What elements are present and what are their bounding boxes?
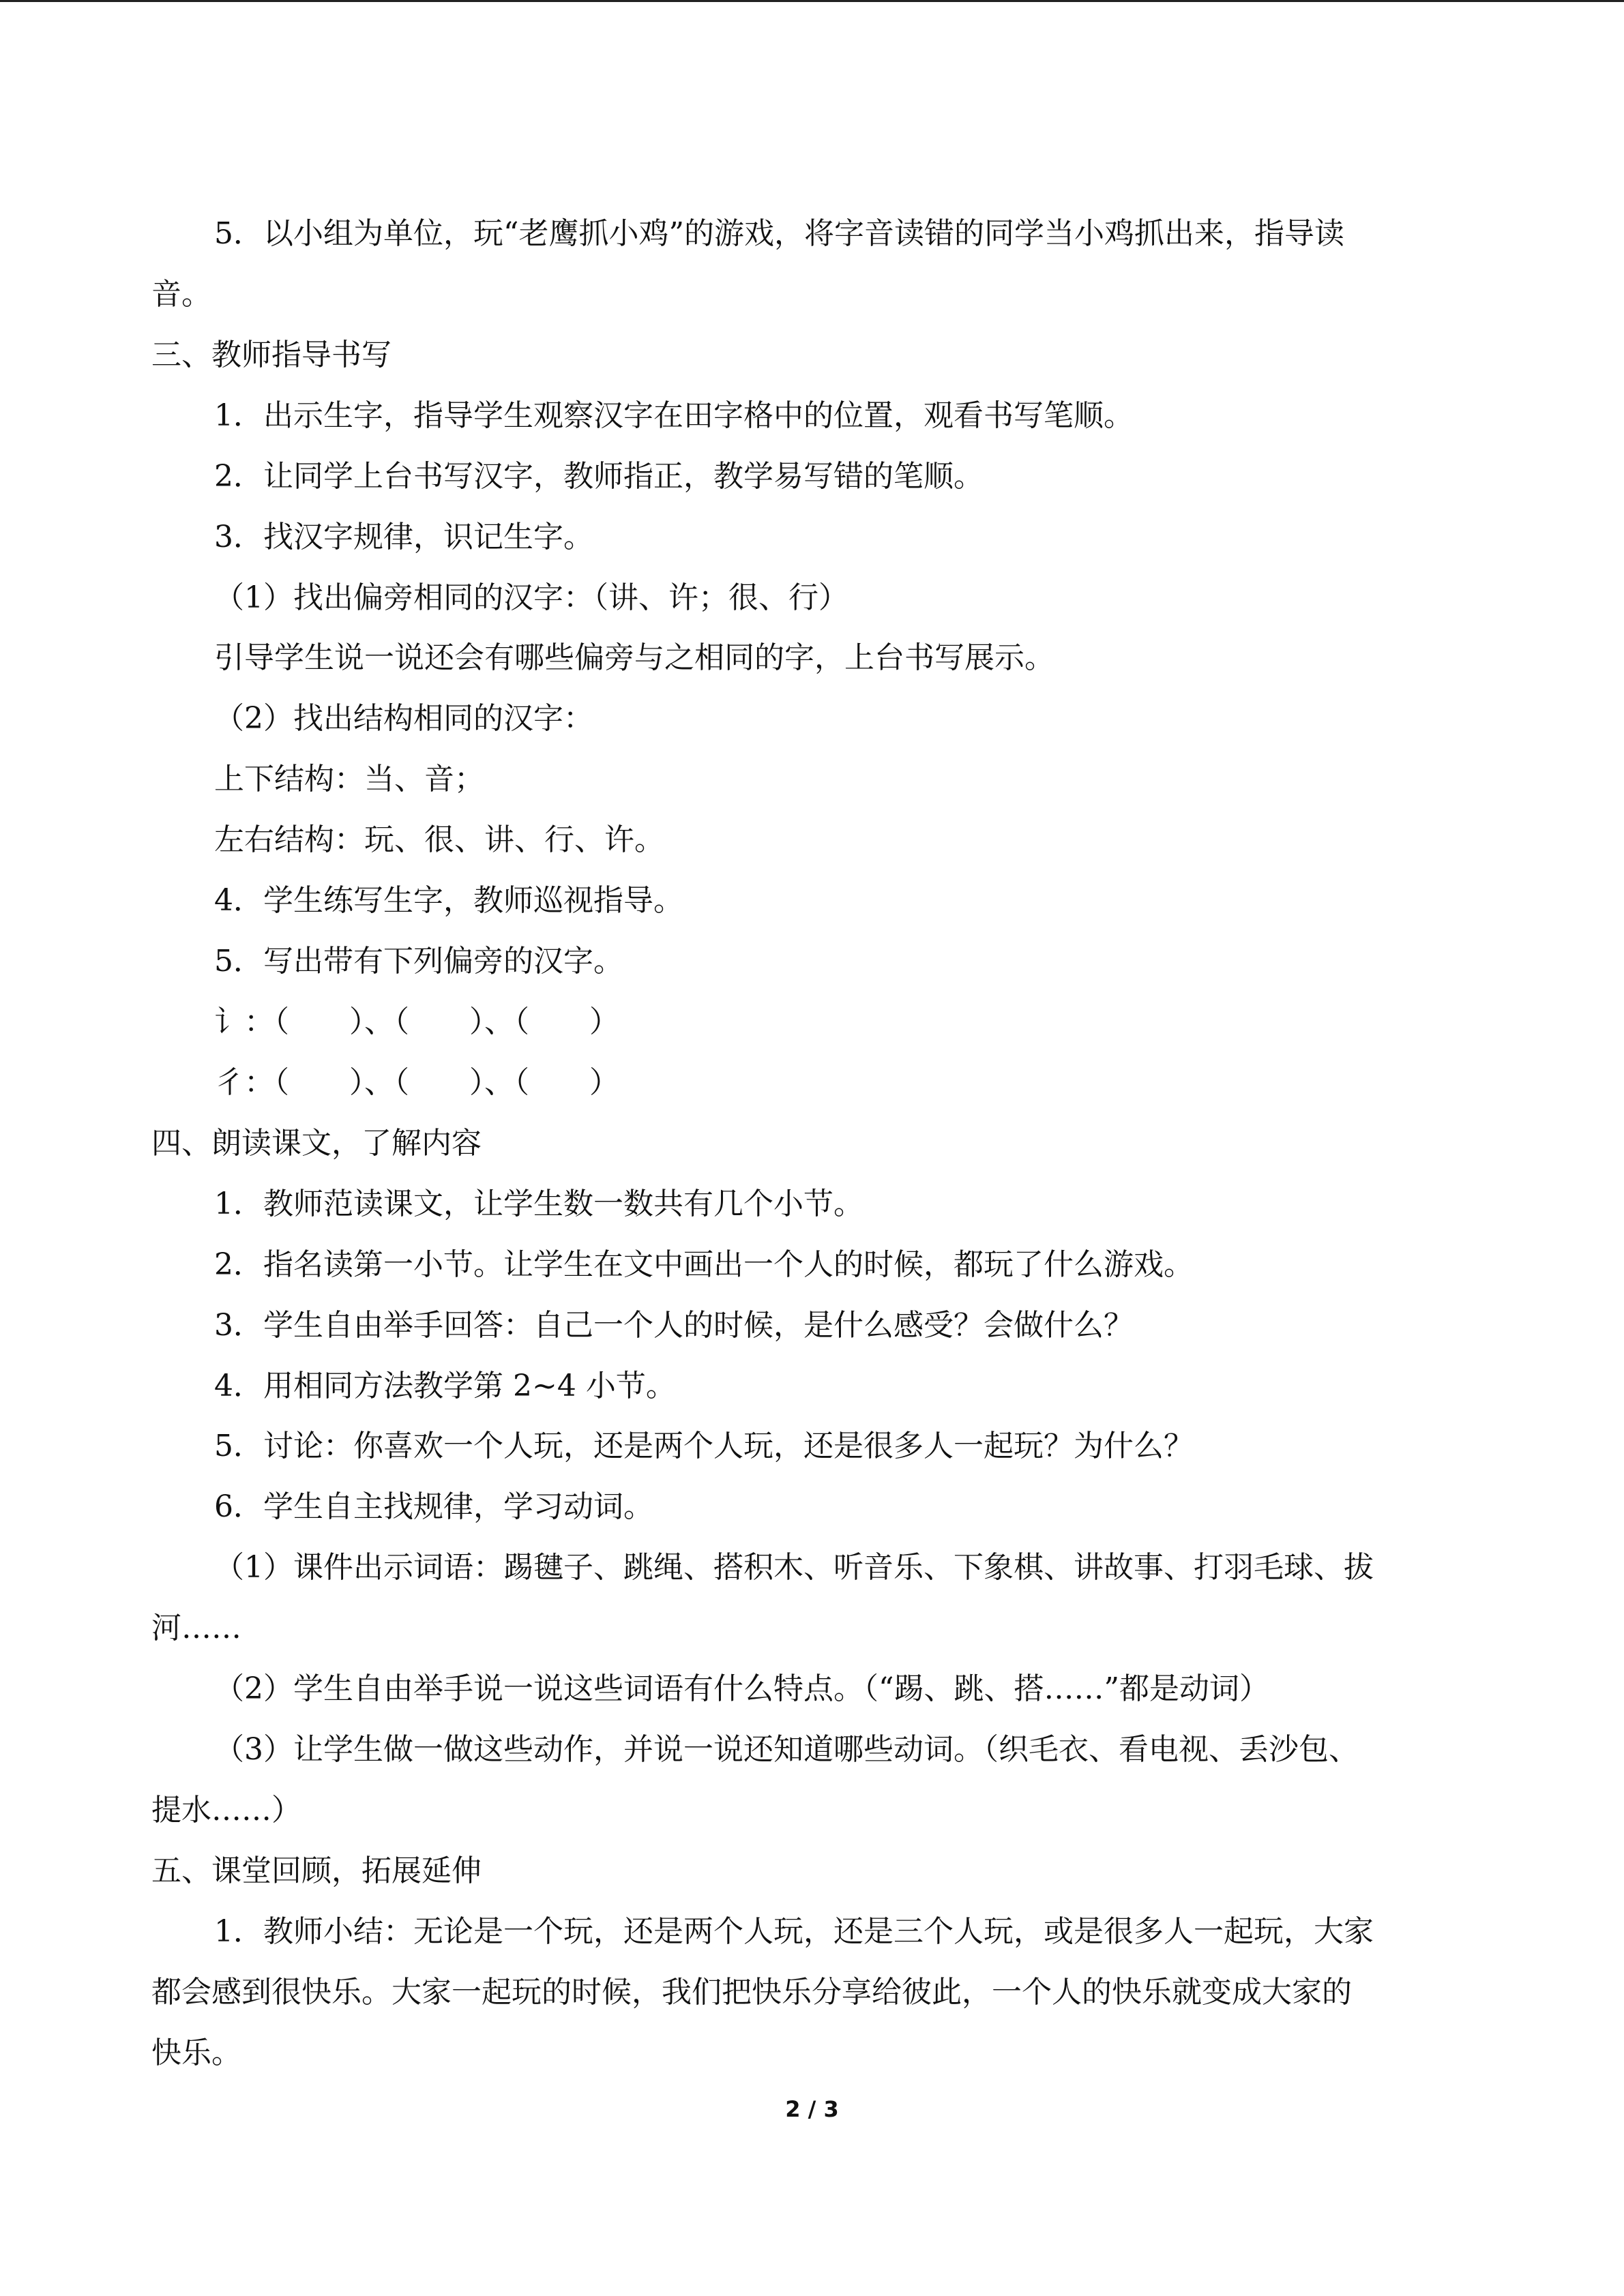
text-line: 1．教师范读课文，让学生数一数共有几个小节。 bbox=[214, 1187, 863, 1221]
text-line: 5．讨论：你喜欢一个人玩，还是两个人玩，还是很多人一起玩？为什么？ bbox=[214, 1429, 1194, 1463]
text-line: 6．学生自主找规律，学习动词。 bbox=[214, 1489, 653, 1524]
page-top-border bbox=[0, 0, 1624, 2]
text-line: 3．学生自由举手回答：自己一个人的时候，是什么感受？会做什么？ bbox=[214, 1308, 1134, 1343]
text-line: 1．出示生字，指导学生观察汉字在田字格中的位置，观看书写笔顺。 bbox=[214, 398, 1134, 433]
text-line: 3．找汉字规律，识记生字。 bbox=[214, 520, 593, 554]
text-line: 1．教师小结：无论是一个玩，还是两个人玩，还是三个人玩，或是很多人一起玩，大家 bbox=[214, 1914, 1374, 1949]
section-heading: 四、朗读课文，了解内容 bbox=[151, 1126, 482, 1161]
text-line: （1）找出偏旁相同的汉字：（讲、许；很、行） bbox=[214, 580, 848, 615]
text-line: 提水……） bbox=[151, 1793, 301, 1828]
text-line: 讠：（ ）、（ ）、（ ） bbox=[214, 1004, 619, 1039]
text-line: 4．用相同方法教学第 2~4 小节。 bbox=[214, 1369, 676, 1403]
text-line: 4．学生练写生字，教师巡视指导。 bbox=[214, 883, 683, 918]
text-line: 2．指名读第一小节。让学生在文中画出一个人的时候，都玩了什么游戏。 bbox=[214, 1247, 1194, 1282]
text-line: 左右结构：玩、很、讲、行、许。 bbox=[214, 822, 664, 857]
text-line: 彳：（ ）、（ ）、（ ） bbox=[214, 1065, 619, 1100]
text-line: （2）学生自由举手说一说这些词语有什么特点。（“踢、跳、搭……”都是动词） bbox=[214, 1671, 1269, 1706]
text-line: （1）课件出示词语：踢毽子、跳绳、搭积木、听音乐、下象棋、讲故事、打羽毛球、拔 bbox=[214, 1550, 1374, 1585]
text-line: 上下结构：当、音； bbox=[214, 762, 484, 796]
text-line: 音。 bbox=[151, 277, 211, 312]
text-line: 5．以小组为单位，玩“老鹰抓小鸡”的游戏，将字音读错的同学当小鸡抓出来，指导读 bbox=[214, 216, 1344, 251]
text-line: 5．写出带有下列偏旁的汉字。 bbox=[214, 944, 623, 979]
text-line: （3）让学生做一做这些动作，并说一说还知道哪些动词。（织毛衣、看电视、丢沙包、 bbox=[214, 1732, 1359, 1767]
text-line: （2）找出结构相同的汉字： bbox=[214, 701, 593, 736]
page-number: 2 / 3 bbox=[785, 2096, 839, 2122]
text-line: 引导学生说一说还会有哪些偏旁与之相同的字，上台书写展示。 bbox=[214, 640, 1054, 675]
text-line: 2．让同学上台书写汉字，教师指正，教学易写错的笔顺。 bbox=[214, 459, 984, 494]
section-heading: 三、教师指导书写 bbox=[151, 338, 392, 372]
text-line: 快乐。 bbox=[151, 2036, 241, 2070]
section-heading: 五、课堂回顾，拓展延伸 bbox=[151, 1853, 482, 1888]
text-line: 河…… bbox=[151, 1611, 241, 1645]
text-line: 都会感到很快乐。大家一起玩的时候，我们把快乐分享给彼此，一个人的快乐就变成大家的 bbox=[151, 1975, 1352, 2010]
